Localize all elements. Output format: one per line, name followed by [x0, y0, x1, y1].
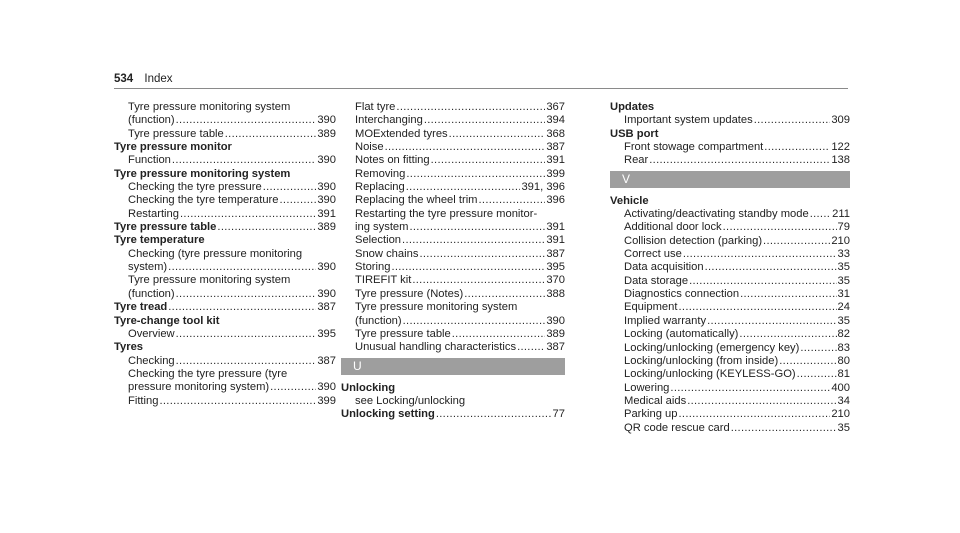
entry-text: Correct use [624, 248, 682, 261]
entry-text: ing system [355, 221, 409, 234]
entry-text: Equipment [624, 301, 678, 314]
leader-dots [280, 194, 317, 207]
index-entry[interactable] [114, 328, 336, 341]
leader-dots [739, 328, 836, 341]
page-reference[interactable]: 391 [546, 221, 565, 234]
entry-text: Restarting the tyre pressure monitor- [355, 207, 538, 220]
page-reference[interactable]: 24 [837, 301, 850, 314]
entry-text: Tyre pressure monitoring system [128, 101, 291, 113]
index-entry[interactable] [114, 381, 336, 394]
index-entry [114, 248, 336, 261]
entry-text: Locking (automatically) [624, 328, 739, 341]
leader-dots [176, 355, 317, 368]
page-reference[interactable]: 370 [546, 274, 565, 287]
page-reference[interactable]: 388 [546, 287, 565, 300]
leader-dots [754, 114, 831, 127]
leader-dots [679, 301, 837, 314]
page-reference[interactable]: 390 [317, 381, 336, 394]
page-reference[interactable]: 391, 396 [521, 181, 565, 194]
index-entry[interactable] [610, 382, 850, 395]
entry-text: see Locking/unlocking [355, 394, 466, 407]
index-entry[interactable] [610, 395, 850, 408]
leader-dots [764, 141, 830, 154]
index-heading[interactable] [114, 301, 336, 314]
leader-dots [217, 221, 316, 234]
entry-text: Removing [355, 167, 406, 180]
page-reference[interactable]: 34 [837, 394, 850, 407]
leader-dots [431, 154, 546, 167]
page-reference[interactable]: 80 [837, 354, 850, 367]
entry-text: (function) [128, 114, 175, 127]
leader-dots [464, 288, 545, 301]
entry-text: Tyre pressure monitoring system [128, 274, 291, 287]
index-heading [114, 141, 336, 154]
leader-dots [225, 128, 317, 141]
leader-dots [649, 154, 830, 167]
entry-text: Locking/unlocking (from inside) [624, 354, 779, 367]
entry-text: Notes on fitting [355, 154, 430, 167]
page-reference[interactable]: 387 [546, 141, 565, 154]
entry-text: Checking [128, 354, 175, 367]
leader-dots [436, 408, 552, 421]
page-reference[interactable]: 396 [546, 194, 565, 207]
page-reference[interactable]: 210 [831, 408, 850, 421]
leader-dots [159, 395, 316, 408]
entry-text: Replacing the wheel trim [355, 194, 478, 207]
section-letter-u: U [341, 358, 565, 375]
index-heading[interactable] [341, 408, 565, 421]
page-reference[interactable]: 35 [837, 274, 850, 287]
index-entry[interactable] [341, 328, 565, 341]
page-reference[interactable]: 83 [837, 341, 850, 354]
index-entry [341, 395, 565, 408]
section-letter-v: V [610, 171, 850, 188]
index-heading [114, 315, 336, 328]
page-reference[interactable]: 391 [546, 154, 565, 167]
index-entry[interactable] [341, 274, 565, 287]
index-entry[interactable] [610, 368, 850, 381]
page-reference[interactable]: 122 [831, 141, 850, 154]
entry-text: Data acquisition [624, 261, 704, 274]
leader-dots [419, 248, 545, 261]
leader-dots [689, 275, 836, 288]
index-heading [610, 195, 850, 208]
index-heading [114, 234, 336, 247]
entry-text: Tyre-change tool kit [114, 314, 220, 327]
index-entry [341, 208, 565, 221]
index-entry[interactable] [114, 261, 336, 274]
entry-text: Unlocking setting [341, 408, 435, 421]
entry-text: Checking (tyre pressure monitoring [128, 247, 303, 260]
leader-dots [707, 315, 836, 328]
index-entry[interactable] [341, 141, 565, 154]
entry-text: Tyre pressure monitoring system [114, 167, 291, 180]
index-entry [114, 274, 336, 287]
index-entry[interactable] [341, 288, 565, 301]
index-column-1 [114, 101, 336, 408]
page-reference[interactable]: 395 [317, 327, 336, 340]
leader-dots [176, 328, 317, 341]
leader-dots [731, 422, 837, 435]
page-reference[interactable]: 390 [546, 314, 565, 327]
entry-text: Replacing [355, 181, 405, 194]
index-entry[interactable] [341, 168, 565, 181]
index-heading [114, 341, 336, 354]
entry-text: Collision detection (parking) [624, 234, 763, 247]
index-heading [114, 168, 336, 181]
entry-text: Checking the tyre pressure [128, 181, 262, 194]
index-column-3 [610, 101, 850, 435]
page-reference[interactable]: 399 [317, 394, 336, 407]
index-entry[interactable] [610, 208, 850, 221]
page-reference[interactable]: 309 [831, 114, 850, 127]
index-heading [610, 128, 850, 141]
index-entry [114, 368, 336, 381]
entry-text: (function) [128, 287, 175, 300]
leader-dots [176, 114, 317, 127]
page-reference[interactable]: 395 [546, 261, 565, 274]
page-reference[interactable]: 390 [317, 154, 336, 167]
leader-dots [779, 355, 836, 368]
index-entry[interactable] [114, 128, 336, 141]
index-entry[interactable] [341, 114, 565, 127]
leader-dots [517, 341, 545, 354]
page-reference[interactable]: 387 [317, 301, 336, 314]
leader-dots [479, 194, 546, 207]
page-reference[interactable]: 387 [317, 354, 336, 367]
index-entry[interactable] [114, 114, 336, 127]
entry-text: Parking up [624, 408, 678, 421]
index-entry[interactable] [610, 408, 850, 421]
page-reference[interactable]: 367 [546, 101, 565, 113]
index-entry[interactable] [341, 128, 565, 141]
leader-dots [424, 114, 546, 127]
index-entry[interactable] [610, 141, 850, 154]
index-entry[interactable] [341, 221, 565, 234]
leader-dots [396, 101, 545, 114]
entry-text: Storing [355, 261, 391, 274]
page-reference[interactable]: 390 [317, 261, 336, 274]
entry-text: Overview [128, 327, 175, 340]
index-entry[interactable] [114, 154, 336, 167]
index-entry[interactable] [610, 261, 850, 274]
entry-text: Tyre pressure monitoring system [355, 301, 518, 314]
leader-dots [180, 208, 316, 221]
leader-dots [810, 208, 831, 221]
entry-text: Flat tyre [355, 101, 396, 113]
page-reference[interactable]: 35 [837, 261, 850, 274]
page-reference[interactable]: 399 [546, 167, 565, 180]
page-reference[interactable]: 389 [317, 221, 336, 234]
index-entry[interactable] [341, 315, 565, 328]
page-reference[interactable]: 35 [837, 421, 850, 434]
page-reference[interactable]: 391 [317, 207, 336, 220]
entry-text: Important system updates [624, 114, 753, 127]
entry-text: Tyres [114, 341, 144, 354]
page-reference[interactable]: 389 [546, 327, 565, 340]
entry-text: Implied warranty [624, 314, 707, 327]
entry-text: Additional door lock [624, 221, 722, 234]
entry-text: Tyre pressure table [128, 127, 224, 140]
entry-text: Front stowage compartment [624, 141, 764, 154]
index-entry[interactable] [610, 328, 850, 341]
entry-text: Noise [355, 141, 384, 154]
leader-dots [176, 288, 317, 301]
index-entry[interactable] [610, 315, 850, 328]
index-entry [341, 301, 565, 314]
leader-dots [449, 128, 546, 141]
page-reference[interactable]: 387 [546, 247, 565, 260]
index-heading[interactable] [114, 221, 336, 234]
leader-dots [679, 408, 831, 421]
index-entry[interactable] [341, 181, 565, 194]
leader-dots [168, 261, 316, 274]
leader-dots [402, 234, 545, 247]
index-entry[interactable] [341, 154, 565, 167]
entry-text: Data storage [624, 274, 689, 287]
index-entry[interactable] [114, 395, 336, 408]
page-reference[interactable]: 390 [317, 287, 336, 300]
leader-dots [172, 154, 316, 167]
page-reference[interactable]: 33 [837, 248, 850, 261]
leader-dots [263, 181, 317, 194]
page-reference[interactable]: 387 [546, 341, 565, 354]
section-title: Index [144, 73, 173, 85]
entry-text: system) [128, 261, 168, 274]
index-entry[interactable] [341, 341, 565, 354]
entry-text: Medical aids [624, 394, 687, 407]
page-reference[interactable]: 210 [831, 234, 850, 247]
page-reference[interactable]: 82 [837, 328, 850, 341]
entry-text: Diagnostics connection [624, 288, 740, 301]
entry-text: Unlocking [341, 381, 396, 394]
leader-dots [800, 342, 836, 355]
entry-text: Checking the tyre temperature [128, 194, 279, 207]
page-reference[interactable]: 390 [317, 181, 336, 194]
entry-text: Locking/unlocking (emergency key) [624, 341, 800, 354]
leader-dots [391, 261, 545, 274]
entry-text: USB port [610, 127, 659, 140]
index-entry[interactable] [341, 261, 565, 274]
index-entry[interactable] [610, 154, 850, 167]
page-reference[interactable]: 390 [317, 114, 336, 127]
index-entry[interactable] [610, 288, 850, 301]
page-reference[interactable]: 31 [837, 288, 850, 301]
entry-text: Updates [610, 101, 655, 113]
index-entry[interactable] [610, 114, 850, 127]
index-entry[interactable] [114, 194, 336, 207]
index-entry[interactable] [114, 208, 336, 221]
leader-dots [168, 301, 316, 314]
leader-dots [403, 315, 546, 328]
leader-dots [385, 141, 546, 154]
entry-text: Lowering [624, 381, 670, 394]
entry-text: Rear [624, 154, 649, 167]
leader-dots [705, 261, 837, 274]
leader-dots [670, 382, 830, 395]
entry-text: Fitting [128, 394, 159, 407]
entry-text: Tyre temperature [114, 234, 205, 247]
page-reference[interactable]: 368 [546, 127, 565, 140]
index-entry[interactable] [341, 194, 565, 207]
entry-text: Interchanging [355, 114, 423, 127]
entry-text: Tyre pressure table [114, 221, 217, 234]
leader-dots [412, 274, 545, 287]
page-reference[interactable]: 77 [552, 408, 565, 421]
leader-dots [740, 288, 836, 301]
entry-text: TIREFIT kit [355, 274, 412, 287]
leader-dots [406, 181, 521, 194]
page-reference[interactable]: 389 [317, 127, 336, 140]
index-entry[interactable] [341, 234, 565, 247]
page-reference[interactable]: 211 [832, 208, 850, 221]
index-column-2 [341, 101, 565, 422]
index-entry[interactable] [341, 101, 565, 114]
page-reference[interactable]: 79 [837, 221, 850, 234]
index-entry[interactable] [114, 288, 336, 301]
leader-dots [270, 381, 316, 394]
page-reference[interactable]: 394 [546, 114, 565, 127]
entry-text: Snow chains [355, 247, 419, 260]
index-entry[interactable] [610, 221, 850, 234]
entry-text: Function [128, 154, 171, 167]
page-reference[interactable]: 390 [317, 194, 336, 207]
index-entry[interactable] [610, 248, 850, 261]
entry-text: Vehicle [610, 194, 649, 207]
index-entry[interactable] [114, 181, 336, 194]
index-entry[interactable] [341, 248, 565, 261]
index-entry[interactable] [610, 355, 850, 368]
index-entry[interactable] [610, 275, 850, 288]
leader-dots [406, 168, 545, 181]
leader-dots [683, 248, 837, 261]
entry-text: MOExtended tyres [355, 127, 448, 140]
index-entry[interactable] [610, 422, 850, 435]
entry-text: Tyre pressure monitor [114, 141, 232, 154]
entry-text: Tyre pressure (Notes) [355, 287, 464, 300]
index-entry[interactable] [610, 301, 850, 314]
index-entry[interactable] [610, 342, 850, 355]
entry-text: Restarting [128, 207, 179, 220]
header-divider [114, 88, 848, 89]
page-header [114, 73, 173, 85]
leader-dots [452, 328, 546, 341]
leader-dots [687, 395, 836, 408]
entry-text: QR code rescue card [624, 421, 730, 434]
entry-text: Tyre pressure table [355, 327, 451, 340]
entry-text: Selection [355, 234, 402, 247]
entry-text: Tyre tread [114, 301, 168, 314]
entry-text: Unusual handling characteristics [355, 341, 517, 354]
page-reference[interactable]: 35 [837, 314, 850, 327]
page-reference[interactable]: 81 [837, 368, 850, 381]
index-entry [114, 101, 336, 114]
leader-dots [409, 221, 545, 234]
index-heading [341, 382, 565, 395]
entry-text: Locking/unlocking (KEYLESS-GO) [624, 368, 796, 381]
page-reference[interactable]: 400 [831, 381, 850, 394]
entry-text: pressure monitoring system) [128, 381, 270, 394]
entry-text: Activating/deactivating standby mode [624, 208, 809, 221]
leader-dots [763, 235, 830, 248]
index-entry[interactable] [114, 355, 336, 368]
page-number: 534 [114, 73, 134, 85]
page-reference[interactable]: 138 [831, 154, 850, 167]
page-reference[interactable]: 391 [546, 234, 565, 247]
leader-dots [723, 221, 837, 234]
index-entry[interactable] [610, 235, 850, 248]
entry-text: (function) [355, 314, 402, 327]
leader-dots [797, 368, 837, 381]
index-heading [610, 101, 850, 114]
entry-text: Checking the tyre pressure (tyre [128, 367, 288, 380]
